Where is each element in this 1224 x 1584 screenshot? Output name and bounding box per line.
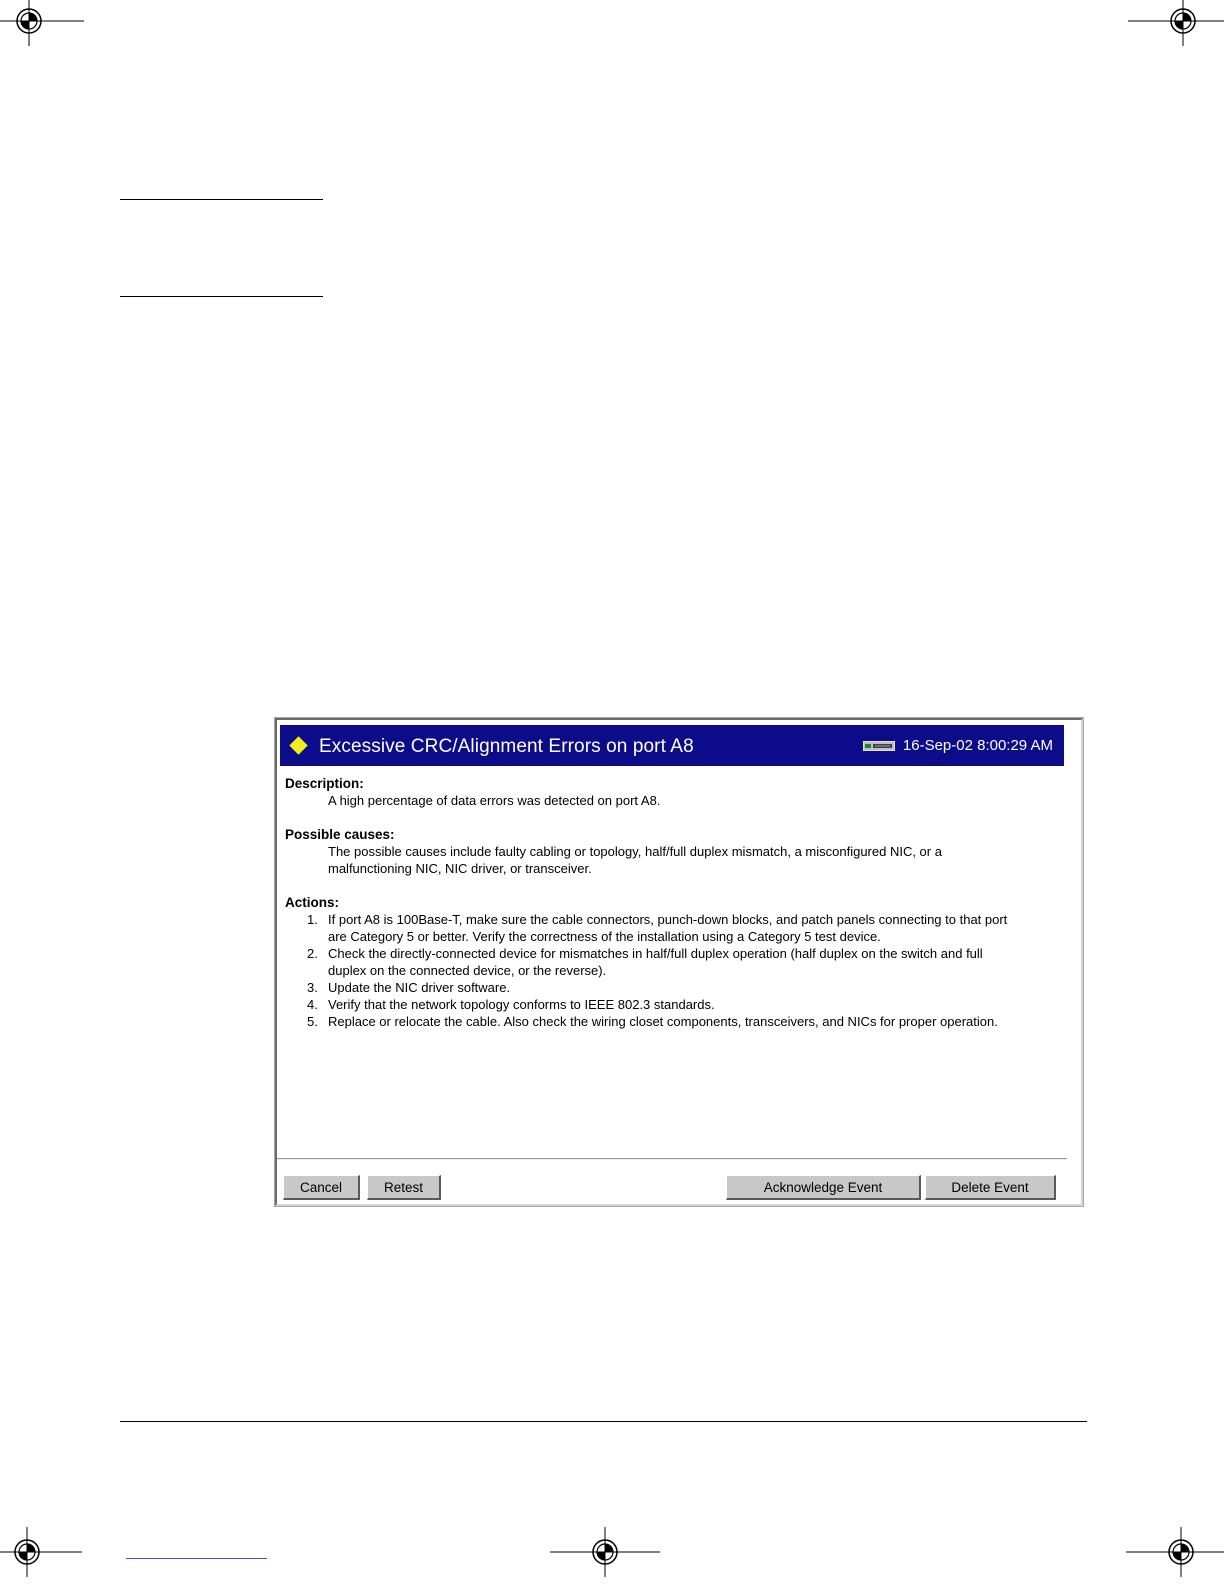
action-line: are Category 5 or better. Verify the correctness of the installation using a Category 5 test device. xyxy=(328,929,881,944)
button-bar-separator xyxy=(277,1158,1067,1160)
description-text: A high percentage of data errors was detected on port A8. xyxy=(328,793,661,808)
retest-button[interactable]: Retest xyxy=(367,1175,441,1200)
action-line: Verify that the network topology conforms to IEEE 802.3 standards. xyxy=(328,997,715,1012)
registration-mark-bottom-center xyxy=(550,1527,660,1577)
delete-event-button[interactable]: Delete Event xyxy=(925,1175,1056,1200)
cancel-button[interactable]: Cancel xyxy=(283,1175,360,1200)
action-line: If port A8 is 100Base-T, make sure the cable connectors, punch-down blocks, and patch panels connecting to that port xyxy=(328,912,1008,927)
event-timestamp: 16-Sep-02 8:00:29 AM xyxy=(902,737,1053,754)
footer-link-underline xyxy=(126,1558,267,1559)
action-line: duplex on the connected device, or the reverse). xyxy=(328,963,607,978)
possible-causes-line: The possible causes include faulty cabling or topology, half/full duplex mismatch, a misconfigured NIC, or a xyxy=(328,844,942,859)
margin-rule-top xyxy=(120,199,323,200)
action-item xyxy=(285,1013,1075,1030)
registration-mark-top-left xyxy=(0,0,84,46)
footer-rule xyxy=(120,1421,1087,1422)
actions-list xyxy=(285,911,1075,1030)
action-line: Replace or relocate the cable. Also check the wiring closet components, transceivers, and NICs for proper operation. xyxy=(328,1014,998,1029)
action-number: 1. xyxy=(307,912,318,927)
event-detail-window xyxy=(275,718,1083,1206)
registration-mark-bottom-right xyxy=(1126,1527,1224,1577)
action-number: 3. xyxy=(307,980,318,995)
margin-rule-second xyxy=(120,296,323,297)
action-line: Update the NIC driver software. xyxy=(328,980,511,995)
action-number: 4. xyxy=(307,997,318,1012)
action-item xyxy=(285,996,1075,1013)
action-number: 5. xyxy=(307,1014,318,1029)
registration-mark-bottom-left xyxy=(0,1527,82,1577)
event-title-bar xyxy=(280,725,1064,766)
possible-causes-line: malfunctioning NIC, NIC driver, or transceiver. xyxy=(328,861,592,876)
acknowledge-event-button[interactable]: Acknowledge Event xyxy=(726,1175,921,1200)
possible-causes-heading: Possible causes: xyxy=(285,827,395,842)
yellow-diamond-icon xyxy=(289,736,307,754)
action-number: 2. xyxy=(307,946,318,961)
event-content xyxy=(285,775,1075,1030)
switch-device-icon xyxy=(863,741,895,751)
action-item xyxy=(285,945,1075,979)
action-item xyxy=(285,979,1075,996)
actions-heading: Actions: xyxy=(285,895,339,910)
action-item xyxy=(285,911,1075,945)
action-line: Check the directly-connected device for mismatches in half/full duplex operation (half duplex on the switch and full xyxy=(328,946,983,961)
registration-mark-top-right xyxy=(1128,0,1224,46)
event-title: Excessive CRC/Alignment Errors on port A8 xyxy=(319,735,694,757)
description-heading: Description: xyxy=(285,776,364,791)
